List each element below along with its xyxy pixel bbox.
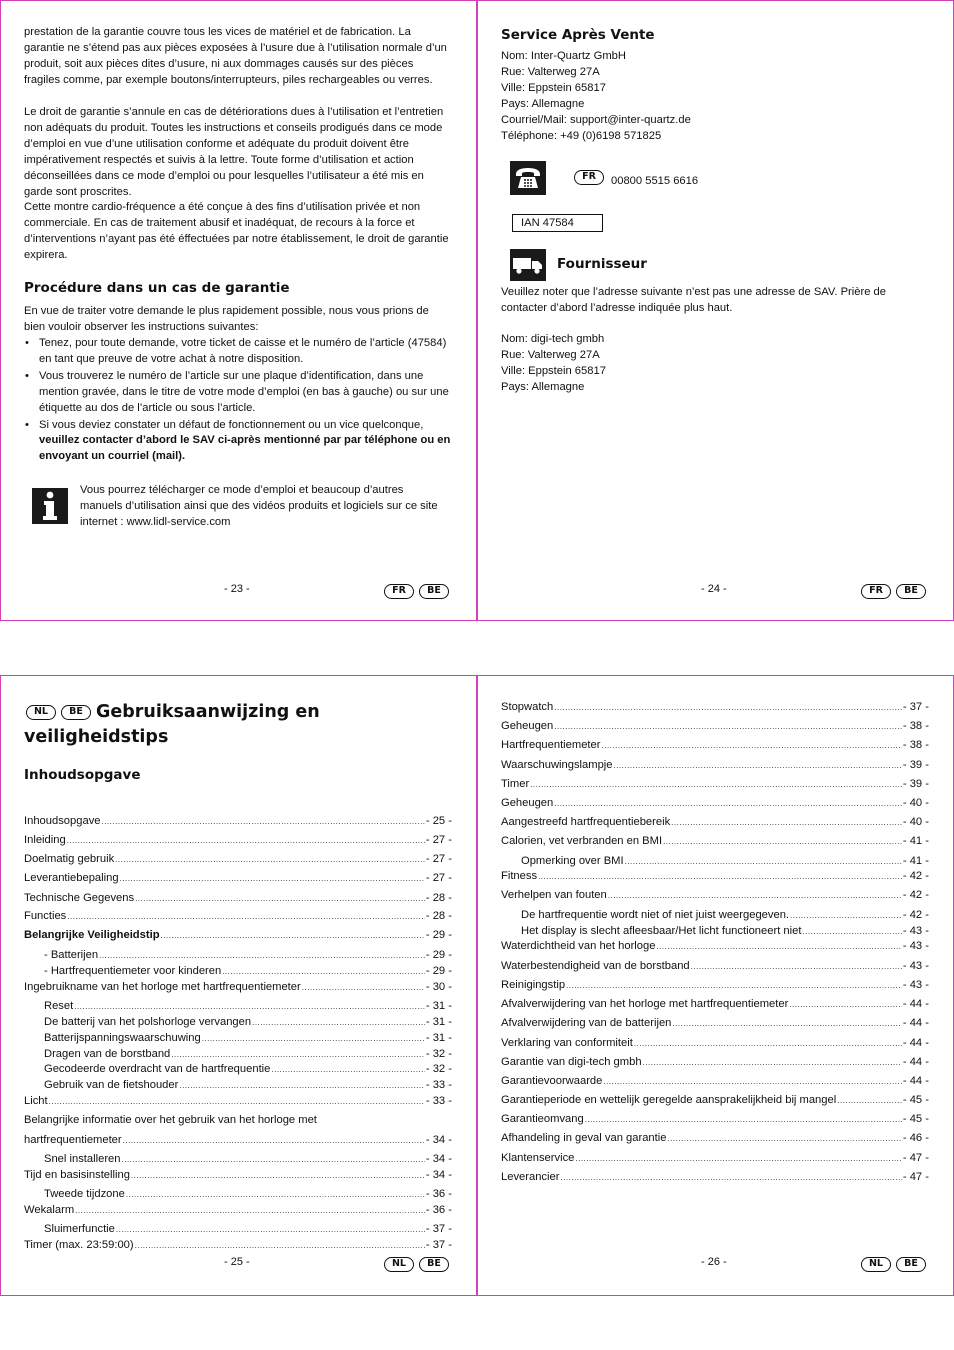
toc-leader-dots bbox=[135, 1241, 425, 1250]
toc-entry-title: Belangrijke Veiligheidstip bbox=[24, 929, 160, 941]
toc-entry-title: Licht bbox=[24, 1095, 48, 1107]
supplier-city: Ville: Eppstein 65817 bbox=[501, 364, 606, 377]
toc-leader-dots bbox=[672, 1019, 901, 1028]
toc-leader-dots bbox=[123, 1136, 425, 1145]
toc-leader-dots bbox=[302, 983, 425, 992]
flag-fr: FR bbox=[861, 584, 891, 599]
toc-leader-dots bbox=[625, 857, 902, 866]
toc-entry-title: Afvalverwijdering van het horloge met hartfrequentiemeter bbox=[501, 998, 789, 1010]
toc-leader-dots bbox=[135, 894, 425, 903]
toc-entry bbox=[521, 855, 929, 867]
ian-label: IAN 47584 bbox=[521, 217, 574, 229]
toc-leader-dots bbox=[115, 855, 425, 864]
toc-leader-dots bbox=[271, 1065, 424, 1074]
toc-entry bbox=[501, 998, 929, 1010]
toc-entry-page: - 37 - bbox=[902, 701, 929, 713]
toc-entry-page: - 29 - bbox=[425, 949, 452, 961]
toc-leader-dots bbox=[530, 780, 902, 789]
service-address bbox=[501, 49, 921, 144]
toc-entry bbox=[501, 797, 929, 809]
language-flags bbox=[861, 1257, 926, 1272]
toc-entry-page: - 31 - bbox=[425, 1032, 452, 1044]
toc-leader-dots bbox=[161, 931, 425, 940]
toc-leader-dots bbox=[691, 962, 902, 971]
service-name: Nom: Inter-Quartz GmbH bbox=[501, 50, 626, 62]
toc-entry-title: De batterij van het polshorloge vervangen bbox=[44, 1016, 252, 1028]
toc-entry-page: - 45 - bbox=[902, 1113, 929, 1125]
toc-leader-dots bbox=[179, 1081, 425, 1090]
ian-box bbox=[512, 214, 603, 232]
toc-entry bbox=[24, 1134, 452, 1146]
toc-entry bbox=[24, 815, 452, 827]
toc-leader-dots bbox=[102, 817, 425, 826]
toc-entry bbox=[44, 1063, 452, 1075]
toc-entry bbox=[501, 835, 929, 847]
service-street: Rue: Valterweg 27A bbox=[501, 65, 600, 78]
toc-entry-title: - Hartfrequentiemeter voor kinderen bbox=[44, 965, 222, 977]
toc-entry bbox=[501, 701, 929, 713]
toc-entry-title: Ingebruikname van het horloge met hartfrequentiemeter bbox=[24, 981, 301, 993]
flag-be: BE bbox=[896, 584, 926, 599]
list-item: • Tenez, pour toute demande, votre ticket de caisse et le numéro de l’article (47584) en tant que preuve de votre achat à notre disposition. bbox=[24, 336, 452, 368]
telephone-icon bbox=[510, 161, 546, 195]
toc-entry bbox=[501, 1152, 929, 1164]
toc-entry-page: - 34 - bbox=[425, 1153, 452, 1165]
toc-entry bbox=[501, 870, 929, 882]
toc-entry bbox=[501, 816, 929, 828]
toc-entry-title: Aangestreefd hartfrequentiebereik bbox=[501, 816, 671, 828]
toc-leader-dots bbox=[116, 1225, 425, 1234]
toc-leader-dots bbox=[575, 1154, 901, 1163]
toc-entry-page: - 47 - bbox=[902, 1171, 929, 1183]
toc-entry bbox=[24, 929, 452, 941]
toc-entry bbox=[501, 1094, 929, 1106]
toc-leader-dots bbox=[538, 872, 902, 881]
flag-nl: NL bbox=[26, 705, 56, 720]
toc-entry-title: Tweede tijdzone bbox=[44, 1188, 125, 1200]
toc-leader-dots bbox=[585, 1115, 902, 1124]
toc-entry-title: Timer (max. 23:59:00) bbox=[24, 1239, 134, 1251]
toc-entry-title: Leverantiebepaling bbox=[24, 872, 119, 884]
toc-leader-dots bbox=[634, 1039, 902, 1048]
toc-entry-title: Tijd en basisinstelling bbox=[24, 1169, 130, 1181]
toc-leader-dots bbox=[663, 837, 902, 846]
toc-entry-title: Verklaring van conformiteit bbox=[501, 1037, 633, 1049]
toc-entry-title: Verhelpen van fouten bbox=[501, 889, 607, 901]
toc-heading: Inhoudsopgave bbox=[24, 767, 141, 783]
toc-entry-title: Geheugen bbox=[501, 797, 554, 809]
toc-entry bbox=[44, 1223, 452, 1235]
toc-entry-title: Garantie van digi-tech gmbh bbox=[501, 1056, 642, 1068]
toc-leader-dots bbox=[126, 1190, 425, 1199]
toc-entry-title: Technische Gegevens bbox=[24, 892, 135, 904]
info-icon bbox=[32, 488, 68, 524]
toc-entry bbox=[44, 1032, 452, 1044]
toc-entry-title: Sluimerfunctie bbox=[44, 1223, 115, 1235]
toc-leader-dots bbox=[67, 912, 425, 921]
procedure-list bbox=[24, 336, 452, 465]
toc-leader-dots bbox=[131, 1171, 425, 1180]
toc-entry-title: Reinigingstip bbox=[501, 979, 566, 991]
toc-entry-title: De hartfrequentie wordt niet of niet juist weergegeven. bbox=[521, 909, 790, 921]
toc-entry-title: Batterijspanningswaarschuwing bbox=[44, 1032, 201, 1044]
flag-nl: NL bbox=[861, 1257, 891, 1272]
page-24 bbox=[477, 0, 954, 621]
toc-entry-page: - 43 - bbox=[902, 940, 929, 952]
flag-be: BE bbox=[61, 705, 91, 720]
toc-entry bbox=[44, 1188, 452, 1200]
toc-entry bbox=[44, 1016, 452, 1028]
toc-entry-title: Functies bbox=[24, 910, 67, 922]
flag-be: BE bbox=[419, 1257, 449, 1272]
toc-entry-page: - 39 - bbox=[902, 759, 929, 771]
toc-leader-dots bbox=[603, 1077, 902, 1086]
toc-entry-page: - 40 - bbox=[902, 797, 929, 809]
warranty-void-paragraph: Le droit de garantie s’annule en cas de détériorations dues à l’utilisation et l’entretien non adéquats du produit. Toutes les instructions et conseils prodigués dans ce mode d’emploi en vue d’une utilisation conforme et adéquate du produit doivent être impérativement respectés et suivis à la lettre. Toute forme d’utilisation et action déconseillées dans ce mode d’emploi ou pour lesquelles l’utilisateur a été mis en garde sont proscrites. bbox=[24, 106, 444, 198]
toc-entry-page: - 44 - bbox=[902, 1056, 929, 1068]
toc-entry-title: Geheugen bbox=[501, 720, 554, 732]
toc-leader-dots bbox=[67, 836, 425, 845]
language-flags bbox=[861, 584, 926, 599]
toc-entry-page: - 38 - bbox=[902, 720, 929, 732]
toc-leader-dots bbox=[252, 1018, 425, 1027]
toc-entry-title: Opmerking over BMI bbox=[521, 855, 624, 867]
toc-entry bbox=[44, 1153, 452, 1165]
toc-entry bbox=[24, 1169, 452, 1181]
toc-entry-page: - 44 - bbox=[902, 1075, 929, 1087]
toc-entry-title: Timer bbox=[501, 778, 530, 790]
toc-entry-title: hartfrequentiemeter bbox=[24, 1134, 122, 1146]
toc-entry-title: Garantievoorwaarde bbox=[501, 1075, 603, 1087]
supplier-note: Veuillez noter que l’adresse suivante n’est pas une adresse de SAV. Prière de contacter d’abord l’adresse indiquée plus haut. bbox=[501, 286, 886, 314]
flag-fr: FR bbox=[574, 170, 604, 185]
toc-entry bbox=[24, 1095, 452, 1107]
toc-leader-dots bbox=[656, 942, 901, 951]
toc-entry-page: - 38 - bbox=[902, 739, 929, 751]
toc-entry-page: - 39 - bbox=[902, 778, 929, 790]
toc-entry bbox=[501, 889, 929, 901]
service-heading: Service Après Vente bbox=[501, 27, 655, 43]
toc-entry bbox=[24, 834, 452, 846]
toc-leader-dots bbox=[560, 1173, 901, 1182]
toc-entry-page: - 33 - bbox=[425, 1095, 452, 1107]
flag-nl: NL bbox=[384, 1257, 414, 1272]
toc-entry-page: - 31 - bbox=[425, 1016, 452, 1028]
toc-entry-page: - 43 - bbox=[902, 960, 929, 972]
toc-entry-page: - 29 - bbox=[425, 929, 452, 941]
service-email: Courriel/Mail: support@inter-quartz.de bbox=[501, 113, 691, 126]
toc-entry bbox=[501, 960, 929, 972]
toc-entry bbox=[501, 1075, 929, 1087]
toc-entry bbox=[501, 759, 929, 771]
toc-entry-title: Gebruik van de fietshouder bbox=[44, 1079, 179, 1091]
page-number: - 26 - bbox=[701, 1256, 727, 1268]
toc-entry-title: Dragen van de borstband bbox=[44, 1048, 171, 1060]
toc-entry-page: - 45 - bbox=[902, 1094, 929, 1106]
toc-entry-page: - 34 - bbox=[425, 1134, 452, 1146]
toc-entry-title: Hartfrequentiemeter bbox=[501, 739, 601, 751]
toc-entry-page: - 36 - bbox=[425, 1188, 452, 1200]
toc-entry-title: Stopwatch bbox=[501, 701, 554, 713]
list-item: • Vous trouverez le numéro de l’article sur une plaque d’identification, dans une mention gravée, dans le titre de votre mode d’emploi (en bas à gauche) ou sur une étiquette au dos de l’article ou sous l’article. bbox=[24, 369, 452, 417]
toc-entry-page: - 34 - bbox=[425, 1169, 452, 1181]
toc-entry-page: - 25 - bbox=[425, 815, 452, 827]
toc-leader-dots bbox=[554, 722, 902, 731]
toc-entry-page: - 42 - bbox=[902, 909, 929, 921]
page-number: - 23 - bbox=[224, 583, 250, 595]
page-26 bbox=[477, 675, 954, 1296]
private-use-paragraph: Cette montre cardio-fréquence a été conçue à des fins d’utilisation privée et non commerciale. En cas de traitement abusif et inadéquat, de recours à la force et d’interventions n’ayant pas été éffectuées par notre établissement, le droit de garantie expirera. bbox=[24, 201, 449, 261]
toc-entry-page: - 44 - bbox=[902, 998, 929, 1010]
toc-entry-page: - 27 - bbox=[425, 834, 452, 846]
toc-entry-title: Waterdichtheid van het horloge bbox=[501, 940, 656, 952]
toc-entry-title: Gecodeerde overdracht van de hartfrequentie bbox=[44, 1063, 271, 1075]
toc-entry-page: - 27 - bbox=[425, 872, 452, 884]
toc-entry bbox=[44, 1079, 452, 1091]
toc-entry-page: - 42 - bbox=[902, 870, 929, 882]
toc-entry-title: Doelmatig gebruik bbox=[24, 853, 115, 865]
toc-entry bbox=[501, 940, 929, 952]
toc-entry-page: - 37 - bbox=[425, 1239, 452, 1251]
page-number: - 24 - bbox=[701, 583, 727, 595]
toc-entry-title: Het display is slecht afleesbaar/Het licht functioneert niet bbox=[521, 925, 802, 937]
toc-entry-page: - 47 - bbox=[902, 1152, 929, 1164]
toc-entry-page: - 37 - bbox=[425, 1223, 452, 1235]
toc-entry-page: - 31 - bbox=[425, 1000, 452, 1012]
toc-entry bbox=[501, 739, 929, 751]
toc-entry-title: Afvalverwijdering van de batterijen bbox=[501, 1017, 672, 1029]
toc-entry bbox=[24, 910, 452, 922]
toc-entry-page: - 32 - bbox=[425, 1063, 452, 1075]
supplier-street: Rue: Valterweg 27A bbox=[501, 348, 600, 361]
toc-leader-dots bbox=[614, 761, 902, 770]
toc-entry-title: Inhoudsopgave bbox=[24, 815, 101, 827]
toc-entry bbox=[501, 979, 929, 991]
toc-entry bbox=[24, 1114, 452, 1126]
toc-entry bbox=[44, 965, 452, 977]
hotline-number: 00800 5515 6616 bbox=[611, 175, 699, 187]
toc-entry bbox=[501, 1132, 929, 1144]
toc-leader-dots bbox=[122, 1155, 425, 1164]
toc-entry bbox=[501, 1056, 929, 1068]
toc-entry-page: - 27 - bbox=[425, 853, 452, 865]
toc-leader-dots bbox=[837, 1096, 902, 1105]
toc-entry-title: Afhandeling in geval van garantie bbox=[501, 1132, 667, 1144]
toc-entry bbox=[24, 853, 452, 865]
flag-be: BE bbox=[419, 584, 449, 599]
toc-entry-title: Fitness bbox=[501, 870, 538, 882]
toc-leader-dots bbox=[554, 799, 902, 808]
service-city: Ville: Eppstein 65817 bbox=[501, 81, 606, 94]
toc-leader-dots bbox=[222, 967, 425, 976]
toc-entry-page: - 28 - bbox=[425, 892, 452, 904]
toc-entry-page: - 32 - bbox=[425, 1048, 452, 1060]
toc-entry bbox=[501, 1113, 929, 1125]
toc-entry bbox=[521, 925, 929, 937]
toc-entry bbox=[501, 1171, 929, 1183]
warranty-procedure-heading: Procédure dans un cas de garantie bbox=[24, 280, 290, 296]
list-item: • Si vous deviez constater un défaut de fonctionnement ou un vice quelconque, veuillez contacter d’abord le SAV ci-après mentionné par par téléphone ou en envoyant un courriel (mail). bbox=[24, 418, 452, 466]
truck-icon bbox=[510, 249, 546, 281]
toc-leader-dots bbox=[49, 1097, 425, 1106]
footer-language-flags bbox=[384, 1257, 449, 1272]
toc-entry bbox=[44, 1000, 452, 1012]
toc-entry bbox=[24, 872, 452, 884]
toc-entry bbox=[521, 909, 929, 921]
toc-leader-dots bbox=[789, 1000, 902, 1009]
document-title bbox=[24, 700, 320, 750]
toc-entry bbox=[24, 1239, 452, 1251]
toc-entry-page: - 43 - bbox=[902, 979, 929, 991]
toc-entry-page: - 29 - bbox=[425, 965, 452, 977]
toc-entry-page: - 36 - bbox=[425, 1204, 452, 1216]
toc-entry bbox=[501, 778, 929, 790]
toc-entry-title: Garantieperiode en wettelijk geregelde aansprakelijkheid bij mangel bbox=[501, 1094, 837, 1106]
toc-entry bbox=[44, 1048, 452, 1060]
toc-entry-page: - 28 - bbox=[425, 910, 452, 922]
toc-entry bbox=[24, 1204, 452, 1216]
toc-entry-page: - 41 - bbox=[902, 835, 929, 847]
toc-entry-page: - 42 - bbox=[902, 889, 929, 901]
toc-entry bbox=[501, 720, 929, 732]
flag-fr: FR bbox=[384, 584, 414, 599]
toc-leader-dots bbox=[74, 1002, 425, 1011]
toc-entry bbox=[24, 892, 452, 904]
toc-leader-dots bbox=[602, 741, 902, 750]
toc-entry bbox=[501, 1017, 929, 1029]
language-flags bbox=[384, 584, 449, 599]
toc-entry-title: Waarschuwingslampje bbox=[501, 759, 613, 771]
toc-entry-page: - 41 - bbox=[902, 855, 929, 867]
toc-leader-dots bbox=[120, 874, 425, 883]
toc-entry-page: - 33 - bbox=[425, 1079, 452, 1091]
toc-leader-dots bbox=[790, 911, 902, 920]
toc-entry bbox=[44, 949, 452, 961]
toc-leader-dots bbox=[566, 981, 902, 990]
procedure-lead: En vue de traiter votre demande le plus rapidement possible, nous vous prions de bien vouloir observer les instructions suivantes: bbox=[24, 305, 429, 333]
toc-leader-dots bbox=[643, 1058, 902, 1067]
toc-entry-title: - Batterijen bbox=[44, 949, 99, 961]
service-country: Pays: Allemagne bbox=[501, 97, 585, 110]
toc-leader-dots bbox=[667, 1134, 901, 1143]
toc-entry-page: - 43 - bbox=[902, 925, 929, 937]
toc-entry-title: Wekalarm bbox=[24, 1204, 75, 1216]
toc-entry-page: - 46 - bbox=[902, 1132, 929, 1144]
toc-entry-page: - 40 - bbox=[902, 816, 929, 828]
toc-leader-dots bbox=[171, 1050, 425, 1059]
toc-entry-page: - 44 - bbox=[902, 1017, 929, 1029]
title-line-2: veiligheidstips bbox=[24, 727, 169, 747]
toc-entry-title: Reset bbox=[44, 1000, 74, 1012]
title-line-1: Gebruiksaanwijzing en bbox=[96, 702, 320, 722]
toc-leader-dots bbox=[608, 891, 902, 900]
supplier-country: Pays: Allemagne bbox=[501, 380, 585, 393]
toc-leader-dots bbox=[554, 703, 902, 712]
toc-leader-dots bbox=[202, 1034, 425, 1043]
page-number: - 25 - bbox=[224, 1256, 250, 1268]
toc-leader-dots bbox=[75, 1206, 425, 1215]
toc-entry-title: Garantieomvang bbox=[501, 1113, 584, 1125]
toc-entry-title: Snel installeren bbox=[44, 1153, 121, 1165]
warranty-intro-paragraph: prestation de la garantie couvre tous les vices de matériel et de fabrication. La garantie ne s’étend pas aux pièces exposées à l’usure due à l’utilisation normale d’un produit, soit aux pièces dites d’usure, ni aux dommages causés sur des pièces fragiles comme, par exemple boutons/interrupteurs, piles rechargeables ou verres. bbox=[24, 26, 447, 86]
flag-be: BE bbox=[896, 1257, 926, 1272]
toc-entry-page: - 44 - bbox=[902, 1037, 929, 1049]
toc-entry bbox=[24, 981, 452, 993]
supplier-heading: Fournisseur bbox=[557, 256, 647, 272]
toc-leader-dots bbox=[671, 818, 902, 827]
toc-entry-title: Calorien, vet verbranden en BMI bbox=[501, 835, 663, 847]
info-download-text: Vous pourrez télécharger ce mode d’emploi et beaucoup d’autres manuels d’utilisation ainsi que des vidéos produits et logiciels sur ce site internet : www.lidl-service.com bbox=[80, 484, 438, 528]
toc-entry-page: - 30 - bbox=[425, 981, 452, 993]
toc-entry bbox=[501, 1037, 929, 1049]
toc-entry-title: Waterbestendigheid van de borstband bbox=[501, 960, 690, 972]
toc-entry-title: Belangrijke informatie over het gebruik van het horloge met bbox=[24, 1114, 317, 1126]
page-25 bbox=[0, 675, 477, 1296]
toc-leader-dots bbox=[99, 951, 425, 960]
supplier-address bbox=[501, 332, 921, 396]
page-23 bbox=[0, 0, 477, 621]
toc-entry-title: Klantenservice bbox=[501, 1152, 575, 1164]
service-phone: Téléphone: +49 (0)6198 571825 bbox=[501, 129, 662, 142]
toc-leader-dots bbox=[802, 927, 901, 936]
toc-entry-title: Inleiding bbox=[24, 834, 66, 846]
supplier-name: Nom: digi-tech gmbh bbox=[501, 333, 605, 345]
toc-entry-title: Leverancier bbox=[501, 1171, 560, 1183]
